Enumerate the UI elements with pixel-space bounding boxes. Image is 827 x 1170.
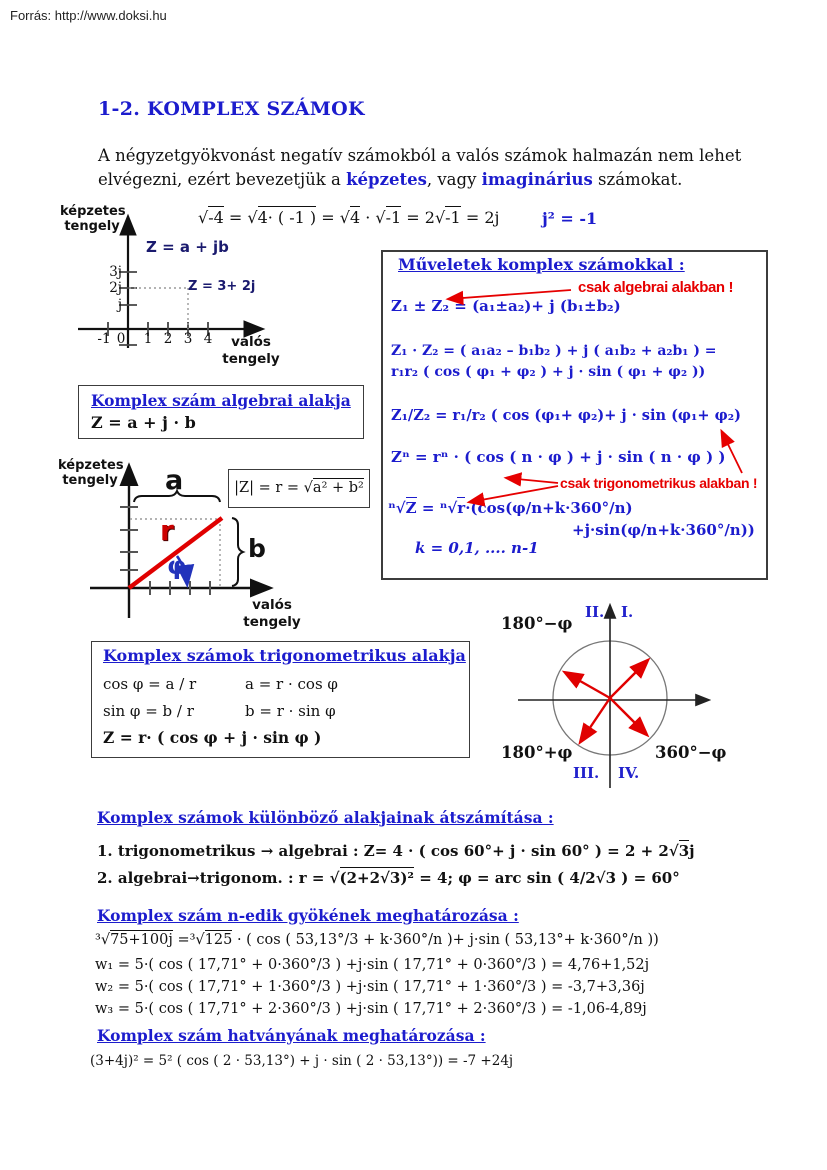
formula-quotient: Z₁/Z₂ = r₁/r₂ ( cos (φ₁+ φ₂)+ j · sin (φ₁+ φ₂) — [391, 407, 741, 424]
diagram1-real-axis-label: valós tengely — [222, 334, 280, 367]
x-tick-label: -1 — [97, 331, 111, 347]
label-b: b — [248, 534, 266, 563]
quadrant-label-3: III. — [573, 764, 600, 782]
diagram2-real-axis-label: valós tengely — [243, 597, 301, 630]
trigonometric-form-title: Komplex számok trigonometrikus alakja — [103, 646, 466, 665]
j-squared-identity: j² = -1 — [542, 209, 598, 228]
conversion-item-2: 2. algebrai→trigonom. : r = √(2+2√3)² = 4; φ = arc sin ( 4/2√3 ) = 60° — [97, 869, 680, 887]
nth-root-line-1: ³√75+100j =³√125 · ( cos ( 53,13°/3 + k·360°/n )+ j·sin ( 53,13°+ k·360°/n )) — [95, 932, 659, 948]
nth-root-line-4: w₃ = 5·( cos ( 17,71° + 2·360°/3 ) +j·sin ( 17,71° + 2·360°/3 ) = -1,06-4,89j — [95, 1001, 647, 1017]
formula-sum: Z₁ ± Z₂ = (a₁±a₂)+ j (b₁±b₂) — [391, 297, 621, 315]
vector-quadrant-3 — [581, 698, 610, 741]
arrow-to-power-formula — [507, 478, 558, 483]
sqrt-identity-formula: √-4 = √4· ( -1 ) = √4 · √-1 = 2√-1 = 2j — [198, 208, 500, 227]
nth-root-line-3: w₂ = 5·( cos ( 17,71° + 1·360°/3 ) +j·sin ( 17,71° + 1·360°/3 ) = -3,7+3,36j — [95, 979, 645, 995]
nth-root-line-2: w₁ = 5·( cos ( 17,71° + 0·360°/3 ) +j·sin ( 17,71° + 0·360°/3 ) = 4,76+1,52j — [95, 957, 650, 973]
keyword-imaginarius: imaginárius — [481, 170, 593, 189]
source-url: Forrás: http://www.doksi.hu — [10, 8, 167, 23]
label-phi: φ — [167, 551, 187, 580]
note-trigonometric-only: csak trigonometrikus alakban ! — [560, 475, 758, 491]
intro-line-1: A négyzetgyökvonást negatív számokból a valós számok halmazán nem lehet — [98, 146, 742, 165]
y-tick-label-2j: 2j — [109, 280, 122, 296]
a-definition: a = r · cos φ — [245, 675, 338, 693]
power-heading: Komplex szám hatványának meghatározása : — [97, 1026, 486, 1045]
b-definition: b = r · sin φ — [245, 702, 336, 720]
quadrant-label-4: IV. — [618, 764, 640, 782]
intro-line-2 — [98, 170, 682, 189]
y-tick-label-3j: 3j — [109, 264, 122, 280]
x-tick-label: 1 — [143, 331, 153, 347]
intro-line2-post: számokat. — [592, 170, 683, 189]
z-point-label: Z = 3+ 2j — [188, 279, 256, 294]
algebraic-form-box — [78, 385, 364, 439]
formula-product-2: r₁r₂ ( cos ( φ₁ + φ₂ ) + j · sin ( φ₁ + φ₂ )) — [391, 364, 706, 380]
sin-definition: sin φ = b / r — [103, 702, 194, 720]
x-tick-label: 0 — [116, 331, 126, 347]
formula-root-k-range: k = 0,1, .... n-1 — [415, 539, 539, 557]
arrow-to-sum-formula — [449, 290, 571, 299]
intro-line2-pre: elvégezni, ezért bevezetjük a — [98, 170, 347, 189]
cos-definition: cos φ = a / r — [103, 675, 197, 693]
x-tick-label: 2 — [163, 331, 173, 347]
formula-root-1: ⁿ√Z = ⁿ√r·(cos(φ/n+k·360°/n) — [388, 499, 633, 517]
vector-quadrant-1 — [610, 661, 647, 698]
diagram1-imag-axis-label: képzetes tengely — [60, 204, 126, 234]
quadrant-label-2: II. — [585, 603, 605, 621]
page-title: 1-2. KOMPLEX SZÁMOK — [98, 98, 365, 120]
keyword-kepzetes: képzetes — [346, 170, 427, 189]
algebraic-form-formula: Z = a + j · b — [91, 413, 196, 432]
x-tick-label: 4 — [203, 331, 213, 347]
formula-root-2: +j·sin(φ/n+k·360°/n)) — [572, 521, 755, 539]
quadrant-label-1: I. — [621, 603, 634, 621]
algebraic-form-title: Komplex szám algebrai alakja — [91, 391, 351, 410]
angle-180-minus-phi: 180°−φ — [501, 614, 573, 633]
angle-vectors — [566, 661, 647, 741]
vector-quadrant-2 — [566, 673, 610, 698]
arrow-to-root-formula — [470, 486, 558, 502]
brace-b — [232, 518, 243, 586]
formula-power: Zⁿ = rⁿ · ( cos ( n · φ ) + j · sin ( n · φ ) ) — [391, 448, 726, 466]
angle-360-minus-phi: 360°−φ — [655, 743, 727, 762]
note-algebraic-only: csak algebrai alakban ! — [578, 279, 734, 296]
diagram1-dotted-guides — [129, 288, 188, 329]
arrow-to-quotient-formula — [722, 432, 742, 473]
z-general-form-label: Z = a + jb — [146, 238, 229, 256]
intro-line2-mid: , vagy — [426, 170, 482, 189]
conversion-item-1: 1. trigonometrikus → algebrai : Z= 4 · ( cos 60°+ j · sin 60° ) = 2 + 2√3j — [97, 842, 695, 860]
vector-quadrant-4 — [610, 698, 646, 734]
power-line: (3+4j)² = 5² ( cos ( 2 · 53,13°) + j · sin ( 2 · 53,13°)) = -7 +24j — [90, 1053, 514, 1069]
conversion-heading: Komplex számok különböző alakjainak átszámítása : — [97, 808, 554, 827]
label-a: a — [165, 465, 184, 496]
diagram2-imag-axis-label: képzetes tengely — [58, 458, 124, 488]
modulus-formula-box: |Z| = r = √a² + b² — [228, 469, 370, 508]
formula-product-1: Z₁ · Z₂ = ( a₁a₂ – b₁b₂ ) + j ( a₁b₂ + a₂b₁ ) = — [391, 343, 717, 359]
operations-annotation-arrows — [381, 250, 768, 580]
x-tick-label: 3 — [183, 331, 193, 347]
label-r: r — [160, 514, 174, 547]
angle-180-plus-phi: 180°+φ — [501, 743, 573, 762]
operations-title: Műveletek komplex számokkal : — [398, 255, 685, 274]
z-trigonometric-formula: Z = r· ( cos φ + j · sin φ ) — [103, 728, 322, 747]
y-tick-label-j: j — [117, 297, 122, 313]
nth-root-heading: Komplex szám n-edik gyökének meghatározása : — [97, 906, 519, 925]
